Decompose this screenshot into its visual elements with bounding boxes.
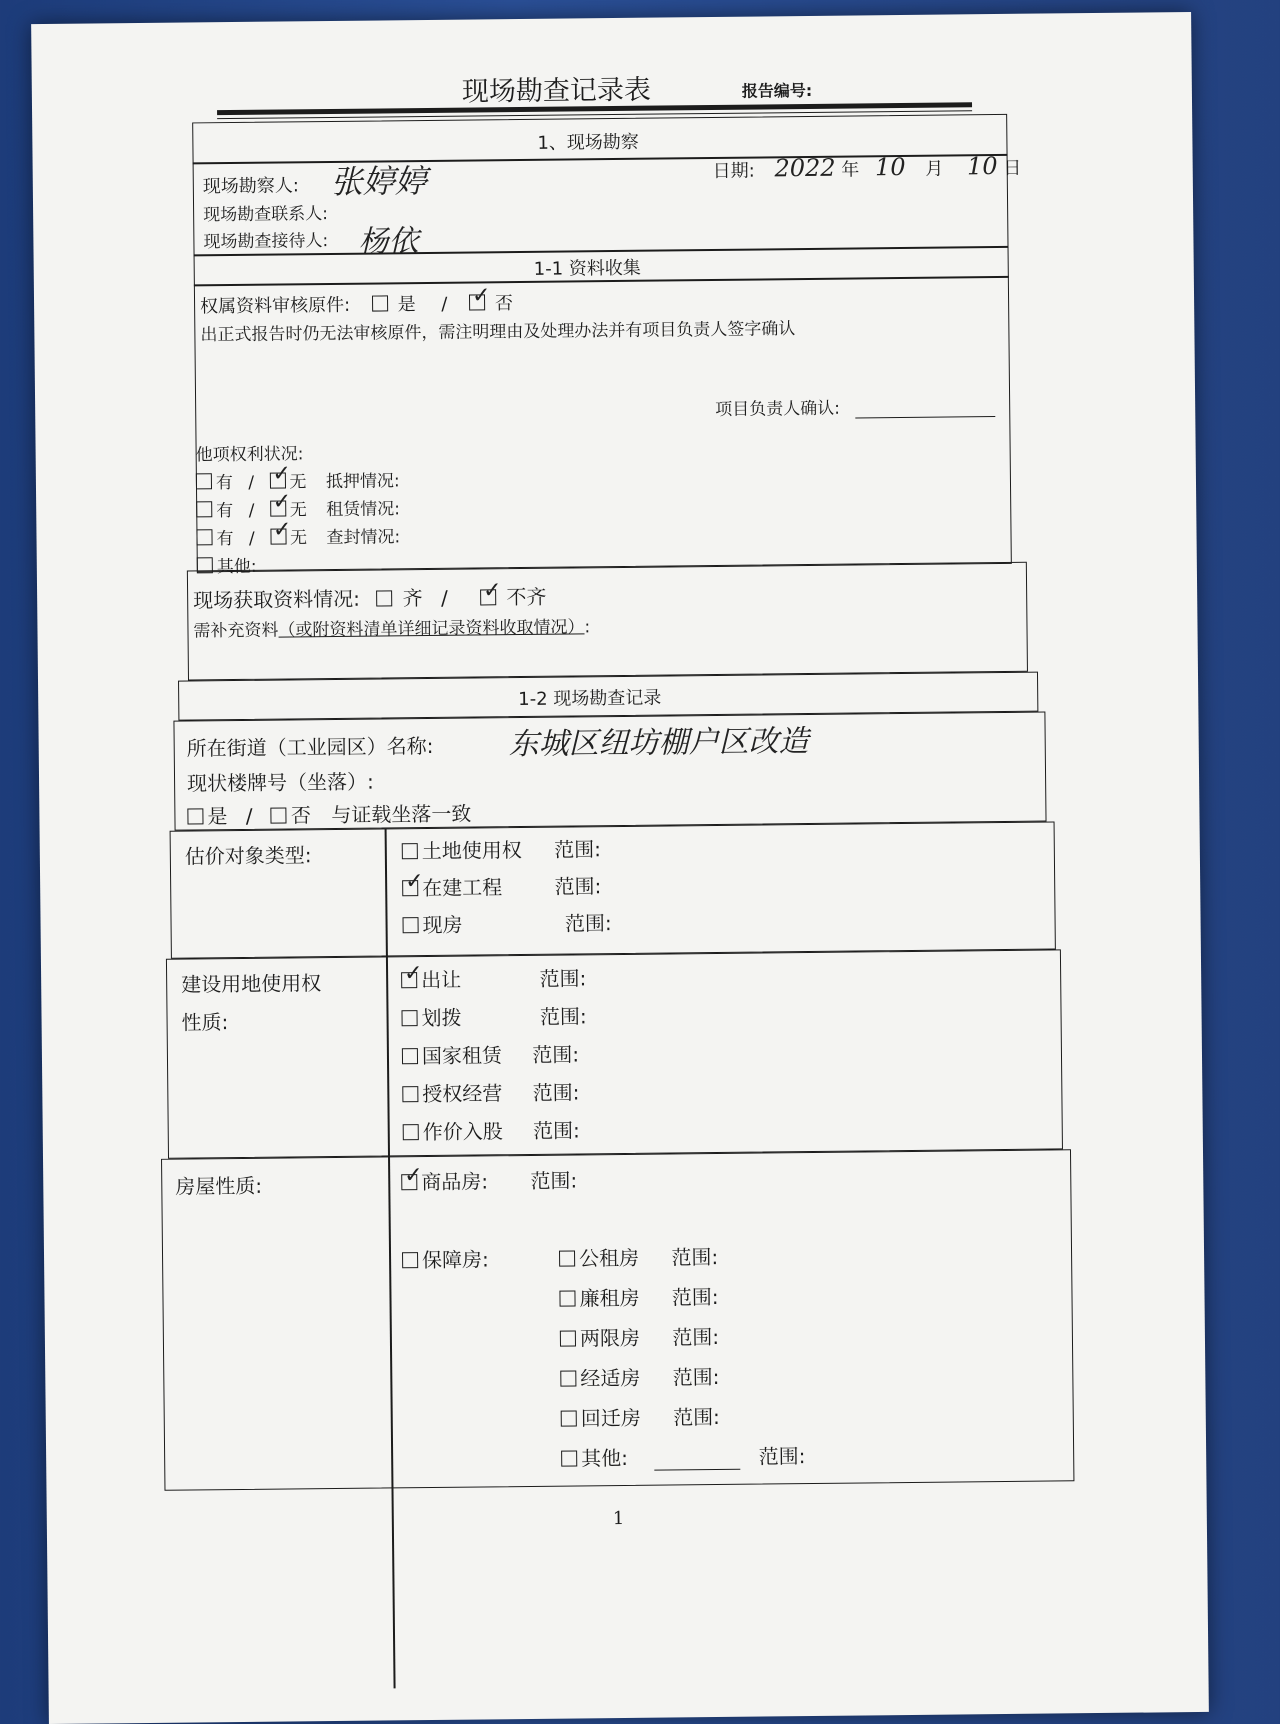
- option-label: 回迁房: [580, 1405, 641, 1431]
- other-rights-label: 他项权利状况:: [195, 444, 304, 466]
- affordable-row: [402, 1243, 489, 1273]
- has-label: 有: [215, 473, 234, 494]
- affordable-price-limited: [560, 1321, 719, 1352]
- option-label: 廉租房: [579, 1285, 640, 1311]
- collect-incomplete-label: 不齐: [506, 584, 547, 610]
- affordable-other-checkbox[interactable]: [561, 1450, 577, 1466]
- affordable-public-rental: [559, 1241, 718, 1272]
- mortgage-label: 抵押情况:: [325, 471, 400, 493]
- lease-has-checkbox[interactable]: [196, 501, 212, 517]
- ownership-yes-label: 是: [397, 294, 416, 316]
- surveyor-label: 现场勘察人:: [202, 175, 300, 198]
- land-use-equity: [403, 1114, 580, 1145]
- day-unit: 日: [1003, 157, 1022, 179]
- lease-label: 租赁情况:: [326, 499, 401, 521]
- option-label: 现房: [422, 912, 463, 938]
- existing-house-checkbox[interactable]: [403, 917, 419, 933]
- option-label: 划拨: [421, 1005, 462, 1031]
- lease-none-checkbox[interactable]: [270, 500, 286, 516]
- range-label: 范围:: [554, 837, 602, 862]
- commercial-house-row: [401, 1164, 577, 1195]
- transfer-checkbox[interactable]: [401, 972, 417, 988]
- section12-title: 1-2 现场勘查记录: [518, 687, 662, 711]
- range-label: 范围:: [532, 1080, 580, 1105]
- affordable-low-rent: [559, 1281, 718, 1312]
- range-label: 范围:: [532, 1118, 580, 1143]
- street-value: 东城区纽坊棚户区改造: [508, 724, 809, 763]
- seizure-has-checkbox[interactable]: [196, 529, 212, 545]
- collect-full-checkbox[interactable]: [376, 590, 392, 606]
- range-label: 范围:: [532, 1042, 580, 1067]
- mortgage-none-checkbox[interactable]: [269, 472, 285, 488]
- affordable-label: 保障房:: [421, 1247, 489, 1273]
- month-unit: 月: [925, 158, 944, 180]
- range-label: 范围:: [672, 1364, 720, 1390]
- collection-label: 现场获取资料情况:: [193, 586, 361, 613]
- report-number-label: 报告编号:: [741, 80, 813, 101]
- range-label: 范围:: [564, 911, 612, 936]
- collect-full-label: 齐: [402, 586, 423, 611]
- form-sheet: [31, 12, 1209, 1724]
- none-label: 无: [289, 472, 307, 493]
- equity-investment-checkbox[interactable]: [403, 1124, 419, 1140]
- consistent-no-label: 否: [290, 803, 312, 828]
- has-label: 有: [216, 501, 234, 522]
- supplement-note: （或附资料清单详细记录资料收取情况）: [278, 617, 585, 641]
- option-label: 授权经营: [422, 1081, 503, 1107]
- receiver-label: 现场勘查接待人:: [203, 231, 329, 253]
- mortgage-has-checkbox[interactable]: [196, 473, 212, 489]
- section1-title: 1、现场勘察: [537, 131, 639, 154]
- rights-row-seizure: [196, 522, 400, 549]
- none-label: 无: [289, 500, 307, 521]
- land-use-lease: [402, 1038, 579, 1069]
- land-use-authorized: [402, 1076, 579, 1107]
- allocation-checkbox[interactable]: [401, 1010, 417, 1026]
- commercial-house-checkbox[interactable]: [401, 1174, 417, 1190]
- date-month: 10: [874, 152, 906, 182]
- house-nature-frame: [161, 1149, 1074, 1491]
- option-label: 土地使用权: [421, 838, 522, 864]
- consistent-yes-checkbox[interactable]: [187, 808, 203, 824]
- public-rental-checkbox[interactable]: [559, 1250, 575, 1266]
- separator: /: [248, 528, 255, 549]
- object-type-existing: [402, 907, 611, 938]
- separator: /: [245, 803, 253, 828]
- option-label: 商品房:: [421, 1169, 489, 1195]
- affordable-relocation: [561, 1401, 720, 1432]
- rights-row-mortgage: [196, 466, 400, 493]
- receiver-signature: 杨依: [358, 224, 419, 260]
- construction-checkbox[interactable]: [402, 880, 418, 896]
- land-use-transfer: [401, 962, 586, 993]
- ownership-no-checkbox[interactable]: [469, 294, 485, 310]
- street-label: 所在街道（工业园区）名称:: [186, 733, 434, 761]
- option-label: 其他:: [581, 1445, 629, 1471]
- range-label: 范围:: [672, 1324, 720, 1350]
- supplement-row: [193, 612, 590, 641]
- relocation-housing-checkbox[interactable]: [561, 1410, 577, 1426]
- range-label: 范围:: [758, 1444, 806, 1469]
- state-lease-checkbox[interactable]: [402, 1048, 418, 1064]
- date-label: 日期:: [712, 160, 755, 182]
- separator: /: [248, 500, 255, 521]
- land-use-label-line2: 性质:: [181, 1010, 229, 1035]
- separator: /: [248, 472, 255, 493]
- option-label: 公租房: [578, 1245, 640, 1271]
- section11-title: 1-1 资料收集: [533, 257, 641, 280]
- price-limited-checkbox[interactable]: [560, 1330, 576, 1346]
- affordable-other: [561, 1440, 806, 1472]
- house-nature-label: 房屋性质:: [175, 1173, 263, 1199]
- page-number: 1: [612, 1507, 625, 1530]
- authorized-operation-checkbox[interactable]: [402, 1086, 418, 1102]
- none-label: 无: [289, 528, 308, 549]
- supplement-label: 需补充资料: [193, 620, 279, 642]
- date-year: 2022: [774, 153, 836, 183]
- land-use-label-line1: 建设用地使用权: [181, 971, 322, 997]
- option-label: 作价入股: [422, 1119, 503, 1145]
- consistent-yes-label: 是: [207, 804, 228, 829]
- range-label: 范围:: [671, 1244, 719, 1270]
- economic-housing-checkbox[interactable]: [560, 1370, 576, 1386]
- affordable-economic: [560, 1361, 719, 1392]
- consistency-row: [187, 798, 471, 830]
- contact-label: 现场勘查联系人:: [203, 204, 328, 226]
- year-unit: 年: [841, 159, 860, 181]
- land-use-allocation: [401, 1000, 586, 1031]
- form-title: 现场勘查记录表: [461, 74, 652, 108]
- land-use-right-checkbox[interactable]: [402, 843, 418, 859]
- plate-label: 现状楼牌号（坐落）:: [186, 769, 374, 796]
- option-label: 经适房: [580, 1365, 641, 1391]
- date-day: 10: [966, 152, 998, 181]
- option-label: 两限房: [579, 1325, 641, 1351]
- collection-row: [193, 581, 547, 614]
- separator: /: [441, 293, 448, 315]
- option-label: 国家租赁: [421, 1043, 503, 1069]
- range-label: 范围:: [672, 1404, 720, 1430]
- object-type-land: [402, 833, 601, 864]
- ownership-note: 出正式报告时仍无法审核原件，需注明理由及处理办法并有项目负责人签字确认: [200, 319, 796, 346]
- date-field: [713, 152, 1022, 183]
- ownership-check-row: [200, 289, 513, 318]
- consistency-label: 与证载坐落一致: [331, 801, 472, 828]
- separator: /: [440, 585, 448, 610]
- option-label: 出让: [421, 967, 462, 993]
- seizure-none-checkbox[interactable]: [270, 528, 286, 544]
- ownership-no-label: 否: [494, 293, 514, 315]
- surveyor-signature: 张婷婷: [330, 161, 428, 201]
- pm-confirm-row: [715, 392, 995, 420]
- ownership-yes-checkbox[interactable]: [372, 295, 388, 311]
- range-label: 范围:: [671, 1284, 719, 1310]
- object-type-construction: [402, 870, 601, 901]
- supplement-colon: :: [584, 617, 591, 638]
- option-label: 在建工程: [422, 875, 503, 901]
- range-label: 范围:: [554, 874, 602, 899]
- range-label: 范围:: [539, 966, 587, 991]
- affordable-checkbox[interactable]: [402, 1252, 418, 1268]
- other-label: 其他:: [216, 556, 257, 578]
- rights-row-lease: [196, 494, 400, 521]
- range-label: 范围:: [530, 1168, 578, 1193]
- object-type-label: 估价对象类型:: [184, 843, 312, 869]
- range-label: 范围:: [539, 1004, 587, 1029]
- ownership-label: 权属资料审核原件:: [199, 294, 351, 318]
- seizure-label: 查封情况:: [326, 527, 401, 549]
- consistent-no-checkbox[interactable]: [271, 807, 287, 823]
- has-label: 有: [216, 529, 234, 550]
- low-rent-checkbox[interactable]: [559, 1290, 575, 1306]
- pm-confirm-label: 项目负责人确认:: [715, 398, 841, 420]
- collect-incomplete-checkbox[interactable]: [480, 589, 496, 605]
